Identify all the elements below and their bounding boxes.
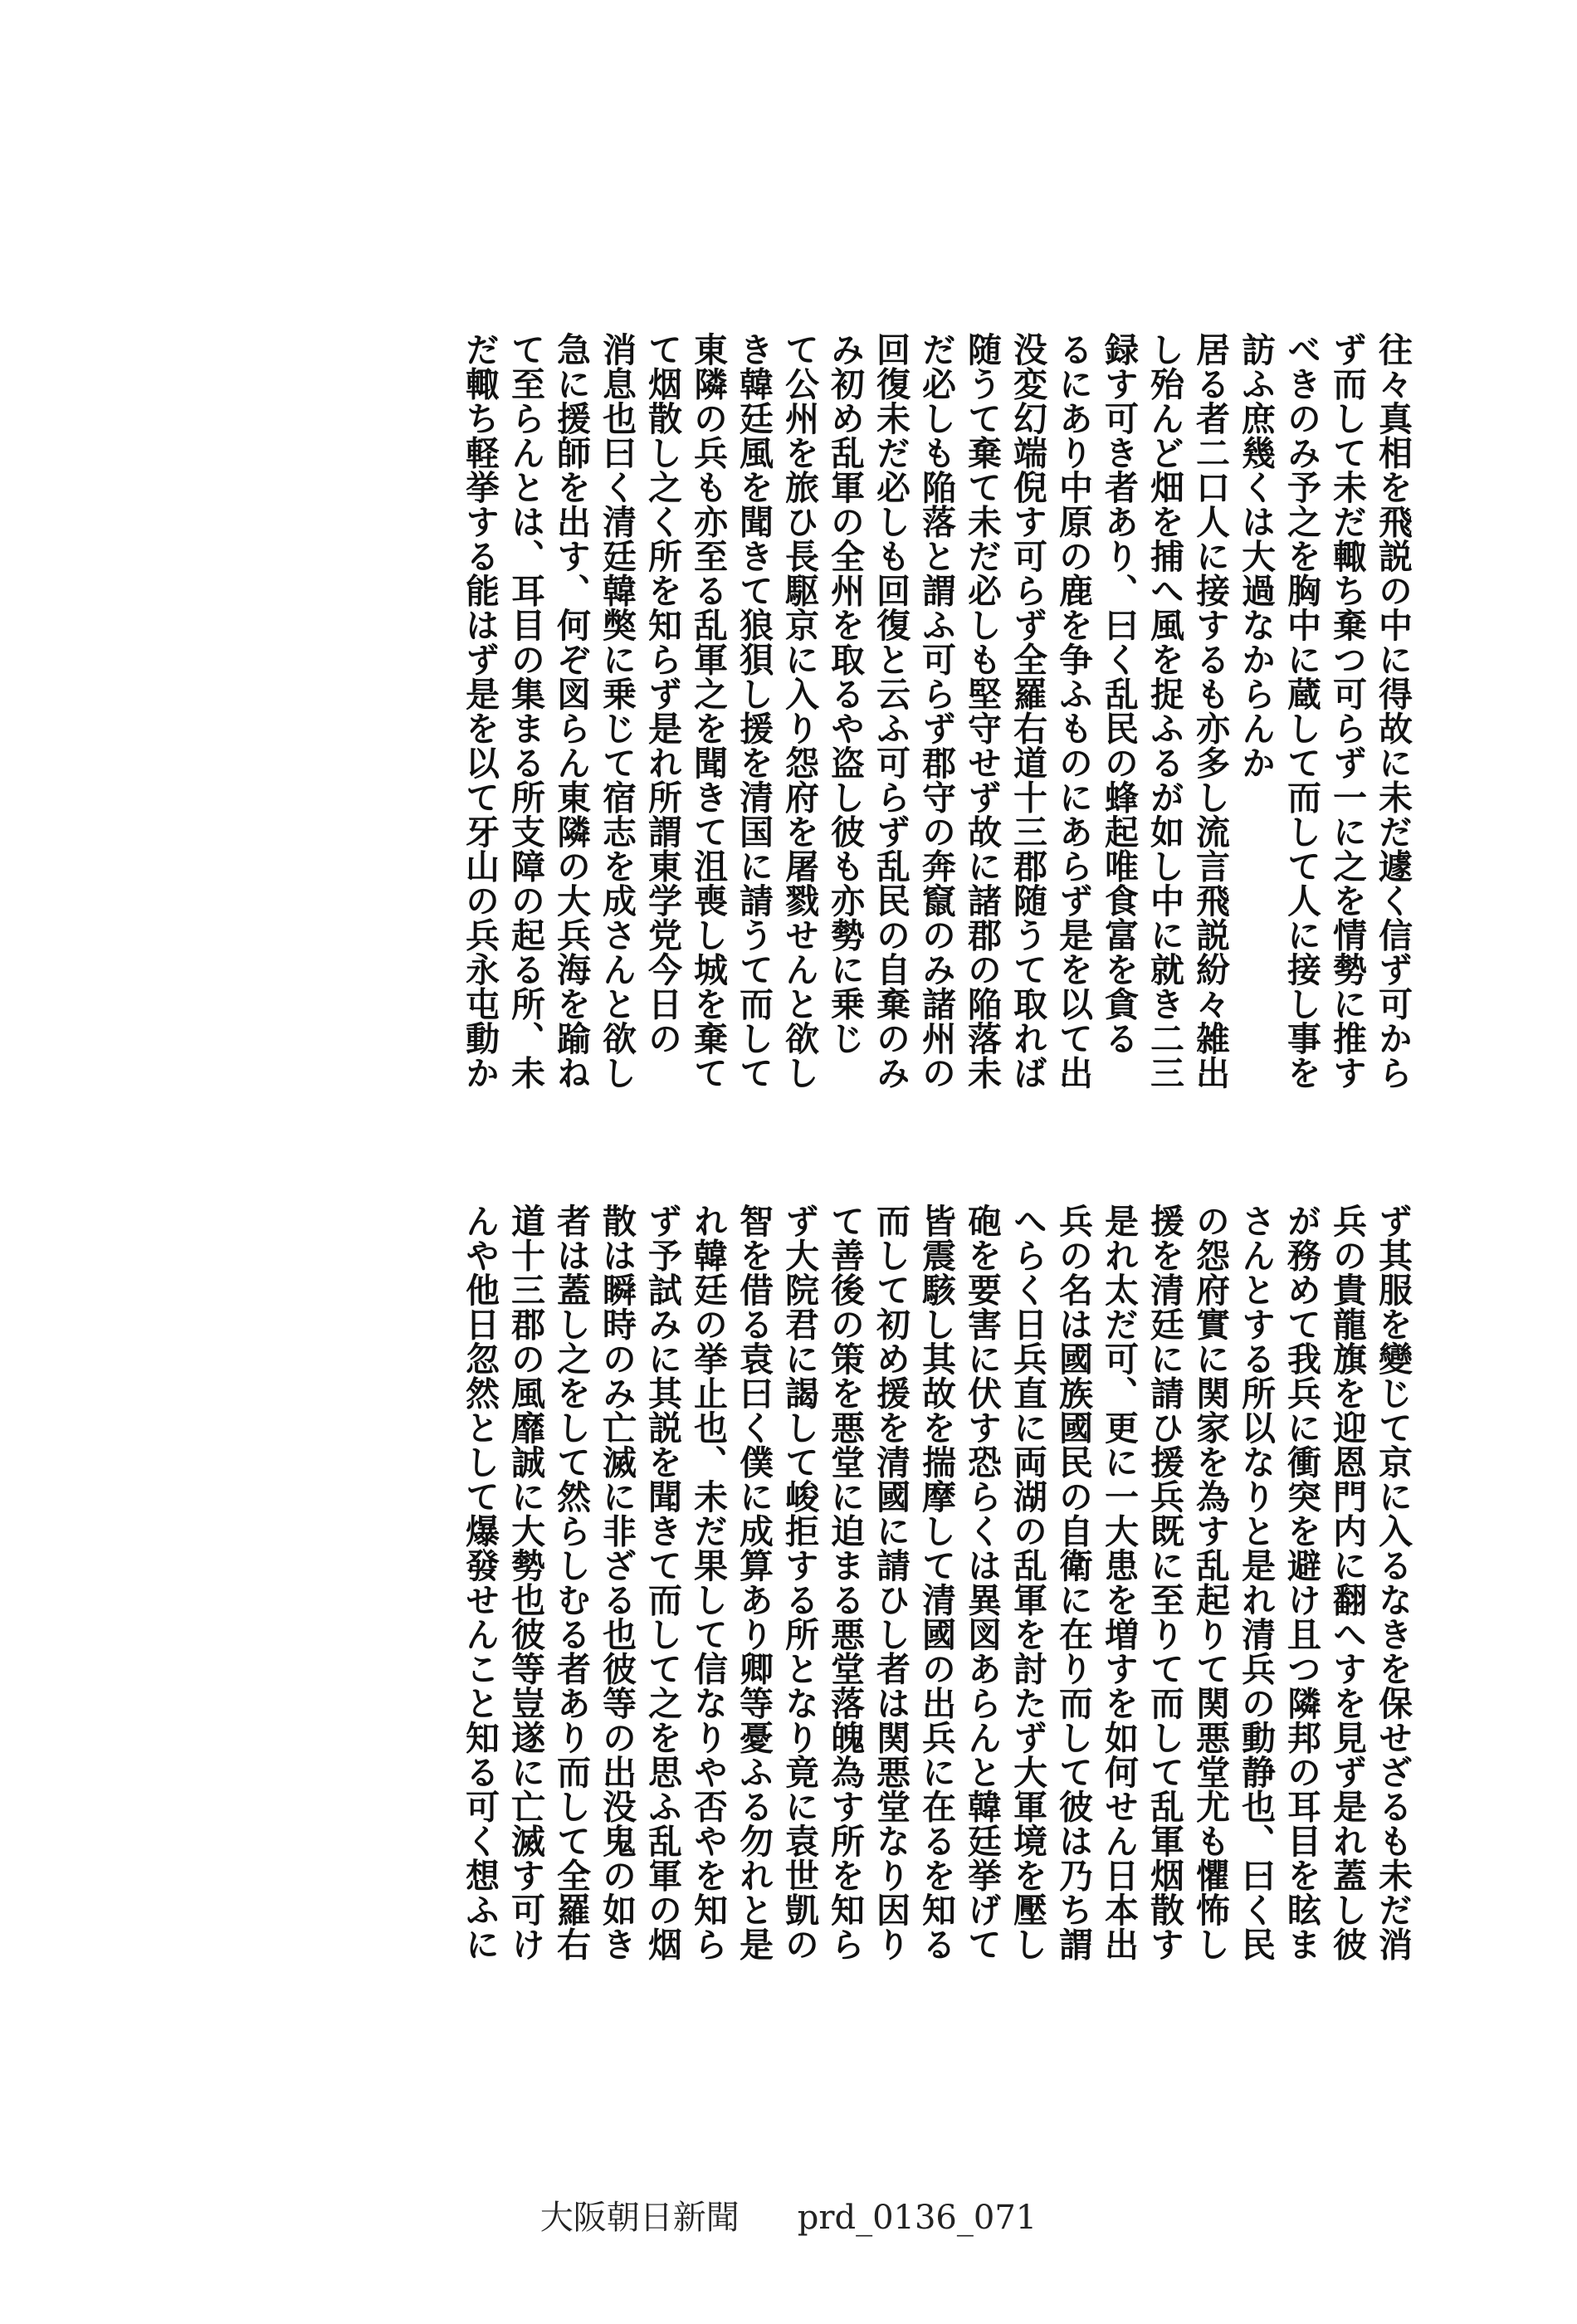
page-footer: [0, 2191, 1577, 2239]
text-column: 急に援師を出す、何ぞ図らん東隣の大兵海を踰ね: [551, 332, 591, 1090]
text-column: べきのみ予之を胸中に蔵して而して人に接し事を: [1282, 332, 1321, 1090]
text-column: 兵の名は國族國民の自衛に在り而して彼は乃ち謂: [1053, 1204, 1093, 1961]
publication-name: 大阪朝日新聞: [540, 2199, 740, 2237]
text-column: ず而して未だ輙ち棄つ可らず一に之を情勢に推す: [1327, 332, 1367, 1090]
text-column: 砲を要害に伏す恐らくは異図あらんと韓廷挙げて: [962, 1204, 1002, 1961]
text-column: 智を借る袁曰く僕に成算あり卿等憂ふる勿れと是: [734, 1204, 774, 1961]
page-identifier: prd_0136_071: [797, 2199, 1038, 2237]
text-column: し殆んど畑を捕へ風を捉ふるが如し中に就き二三: [1145, 332, 1184, 1090]
text-column: て善後の策を悪堂に迫まる悪堂落魄為す所を知ら: [825, 1204, 865, 1961]
text-column: さんとする所以なりと是れ清兵の動静也、曰く民: [1236, 1204, 1276, 1961]
text-column: 随うて棄て未だ必しも堅守せず故に諸郡の陥落未: [962, 332, 1002, 1090]
text-column: て公州を旅ひ長駆京に入り怨府を屠戮せんと欲し: [779, 332, 819, 1090]
article-upper-block: [187, 332, 1415, 1104]
text-column: 是れ太だ可、更に一大患を増すを如何せん日本出: [1099, 1204, 1139, 1961]
text-column: るにあり中原の鹿を争ふものにあらず是を以て出: [1053, 332, 1093, 1090]
text-column: 兵の貴龍旗を迎恩門内に翻へすを見ず是れ蓋し彼: [1327, 1204, 1367, 1961]
text-column: き韓廷風を聞きて狼狽し援を清国に請うて而して: [734, 332, 774, 1090]
text-column: 者は蓋し之をして然らしむる者あり而して全羅右: [551, 1204, 591, 1961]
text-column: 録す可き者あり、曰く乱民の蜂起唯食富を貪る: [1099, 332, 1139, 1056]
text-column: ず其服を變じて京に入るなきを保せざるも未だ消: [1373, 1204, 1413, 1961]
text-column: ず大院君に謁して峻拒する所となり竟に袁世凱の: [779, 1204, 819, 1961]
text-column: て至らんとは、耳目の集まる所支障の起る所、未: [505, 332, 545, 1090]
text-column: 訪ふ庶幾くは大過なからんか: [1236, 332, 1276, 780]
text-column: が務めて我兵に衝突を避け且つ隣邦の耳目を眩ま: [1282, 1204, 1321, 1961]
text-column: 没変幻端倪す可らず全羅右道十三郡随うて取れば: [1008, 332, 1047, 1090]
text-column: れ韓廷の挙止也、未だ果して信なりや否やを知ら: [688, 1204, 728, 1961]
text-column: み初め乱軍の全州を取るや盗し彼も亦勢に乗じ: [825, 332, 865, 1056]
text-column: だ輙ち軽挙する能はず是を以て牙山の兵永屯動か: [460, 332, 500, 1090]
text-column: 皆震駭し其故を揣摩して清國の出兵に在るを知る: [916, 1204, 956, 1961]
text-column: 而して初め援を清國に請ひし者は関悪堂なり因り: [871, 1204, 911, 1961]
text-column: だ必しも陥落と謂ふ可らず郡守の奔竄のみ諸州の: [916, 332, 956, 1090]
text-column: 援を清廷に請ひ援兵既に至りて而して乱軍烟散す: [1145, 1204, 1184, 1961]
text-column: の怨府實に関家を為す乱起りて関悪堂尤も懼怖し: [1190, 1204, 1230, 1961]
text-column: 散は瞬時のみ亡滅に非ざる也彼等の出没鬼の如き: [597, 1204, 637, 1961]
text-column: 消息也曰く清廷韓獘に乗じて宿志を成さんと欲し: [597, 332, 637, 1090]
text-column: 回復未だ必しも回復と云ふ可らず乱民の自棄のみ: [871, 332, 911, 1090]
text-column: ず予試みに其説を聞きて而して之を思ふ乱軍の烟: [642, 1204, 682, 1961]
text-column: 東隣の兵も亦至る乱軍之を聞きて沮喪し城を棄て: [688, 332, 728, 1090]
text-column: 道十三郡の風靡誠に大勢也彼等豈遂に亡滅す可け: [505, 1204, 545, 1961]
text-column: 往々真相を飛説の中に得故に未だ遽く信ず可から: [1373, 332, 1413, 1090]
text-column: 居る者二口人に接するも亦多し流言飛説紛々雑出: [1190, 332, 1230, 1090]
article-lower-block: [187, 1204, 1415, 1967]
text-column: て烟散し之く所を知らず是れ所謂東学党今日の: [642, 332, 682, 1056]
text-column: んや他日忽然として爆發せんこと知る可く想ふに: [460, 1204, 500, 1961]
text-column: へらく日兵直に両湖の乱軍を討たず大軍境を壓し: [1008, 1204, 1047, 1961]
